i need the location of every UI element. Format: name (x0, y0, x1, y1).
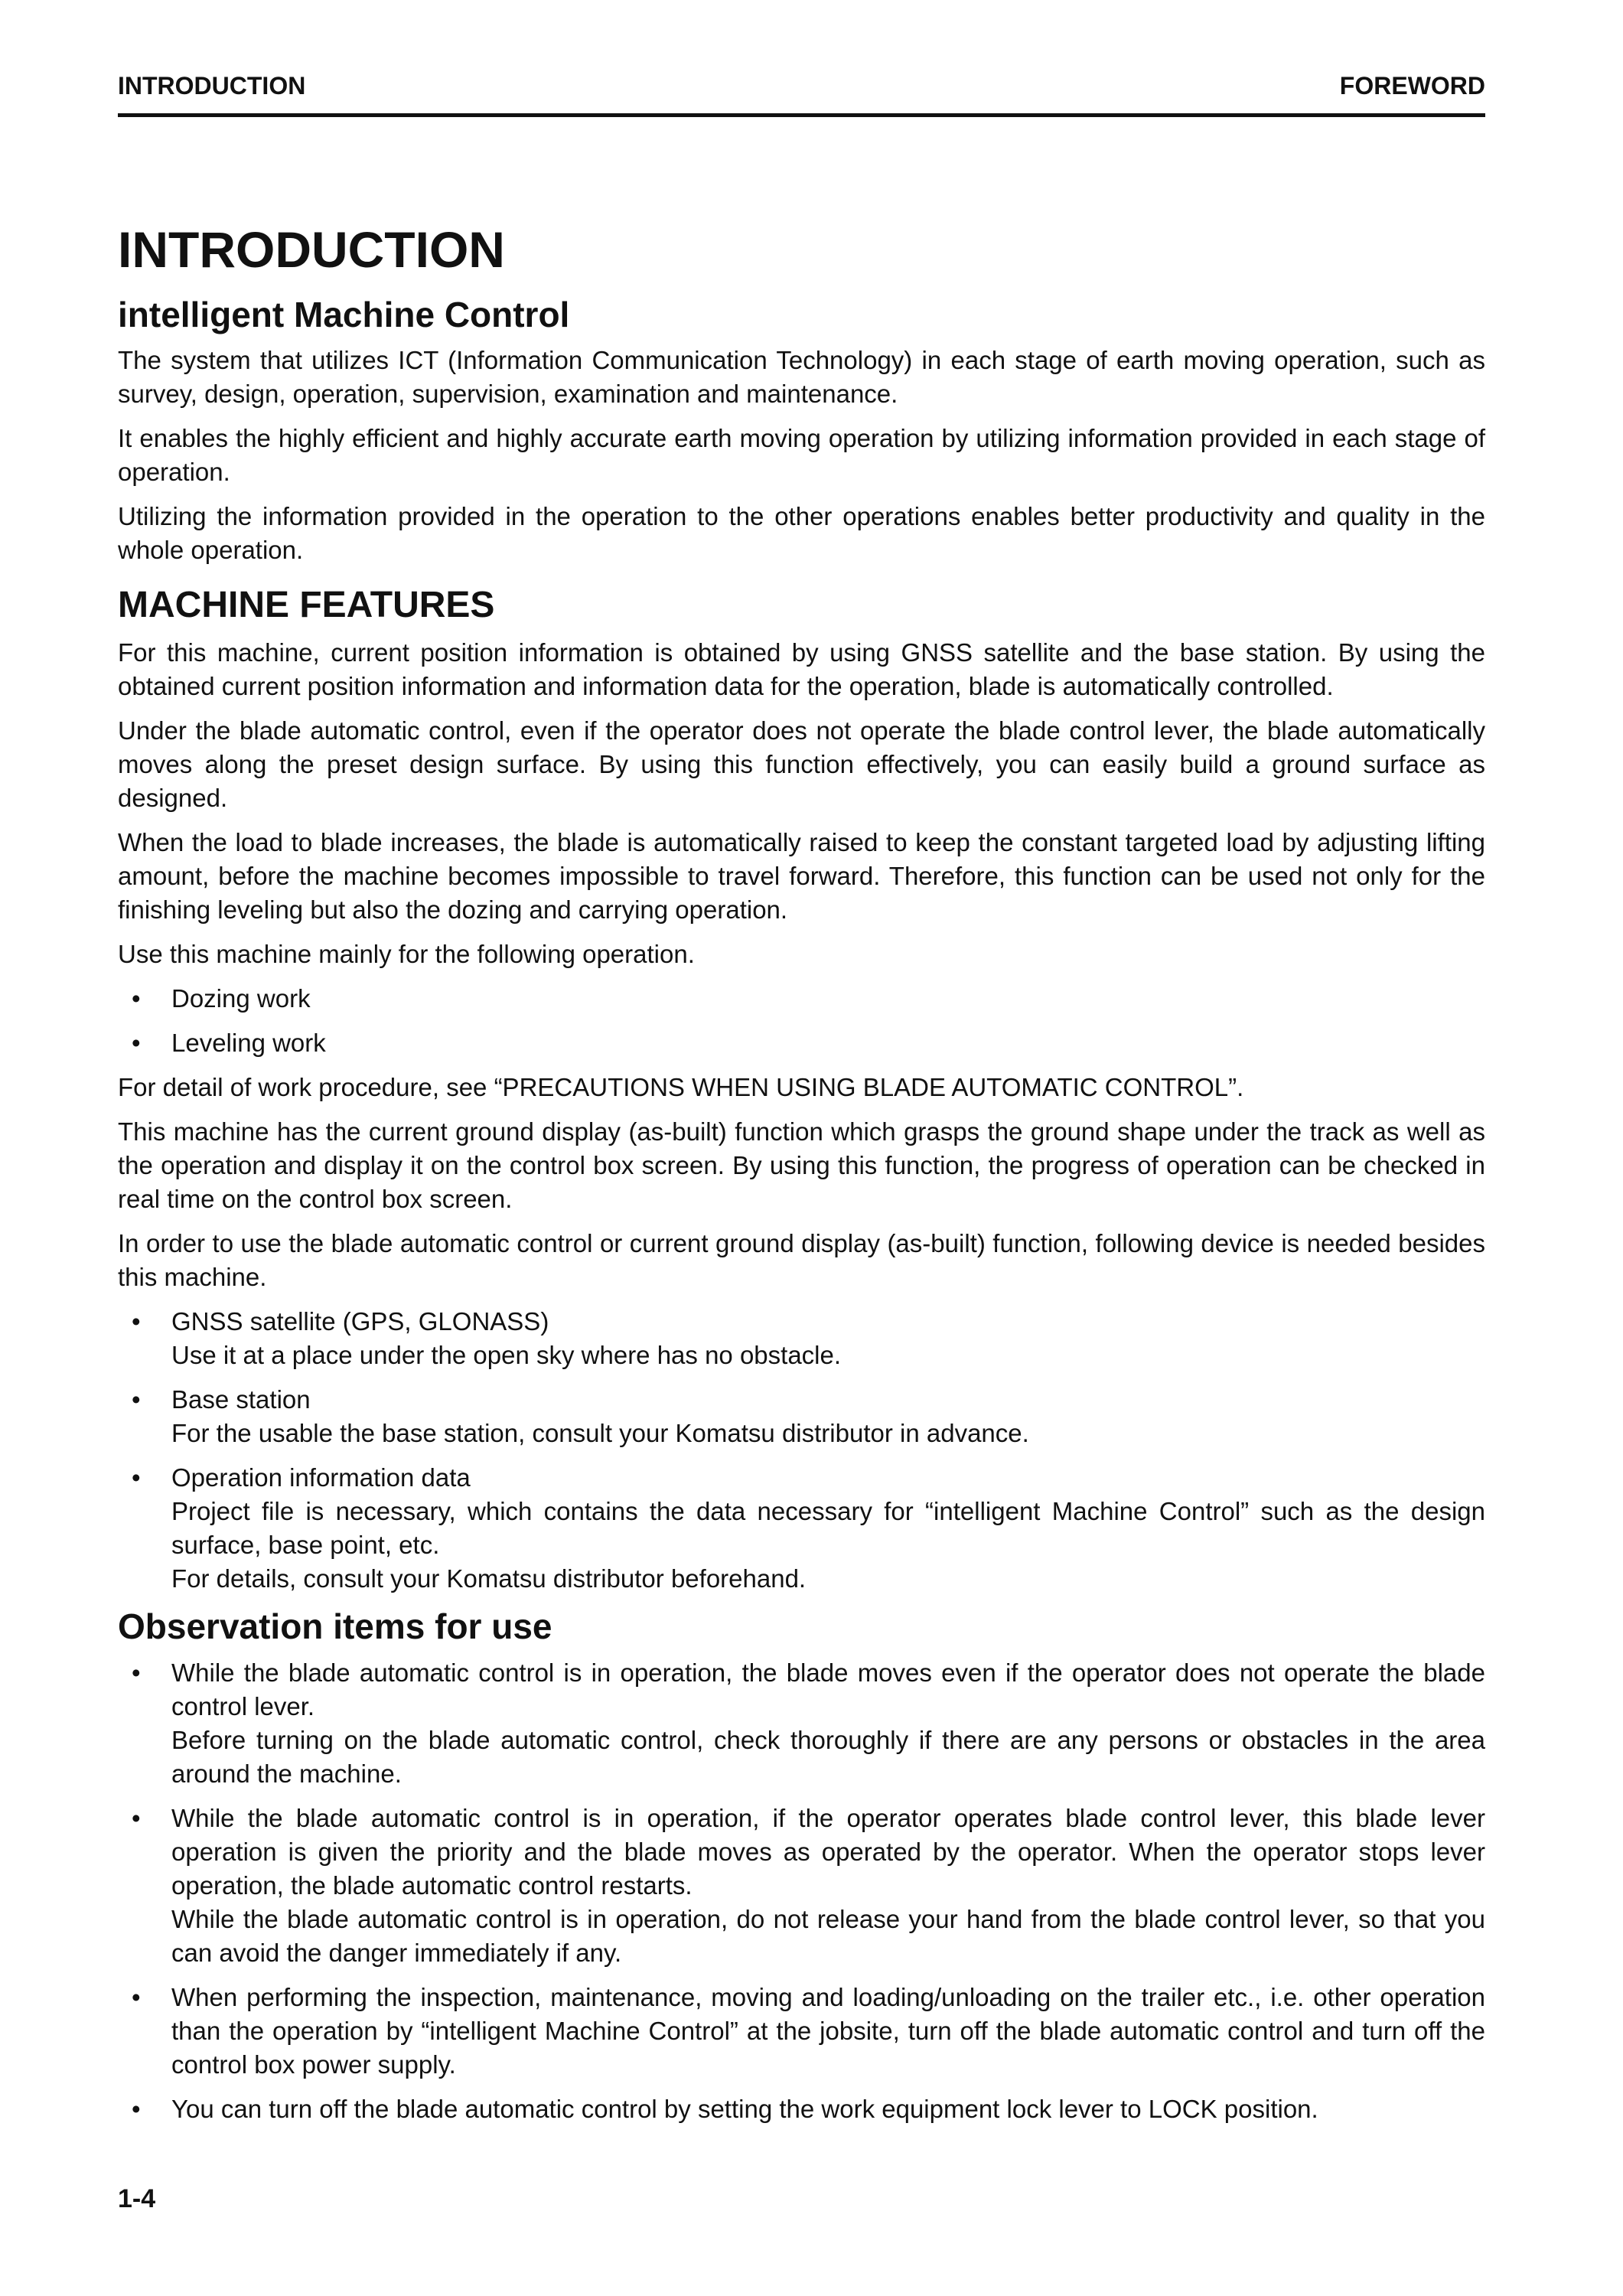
list-item-text: • While the blade automatic control is in operation, the blade moves even if the operator does not operate the blade control lever. (171, 1658, 1485, 1720)
list-item-text: While the blade automatic control is in operation, do not release your hand from the blade control lever, so that you can avoid the danger immediately if any. (171, 1904, 1485, 1967)
work-list (118, 982, 1485, 1060)
device-list (118, 1305, 1485, 1596)
list-item-title: • Base station (171, 1384, 311, 1414)
paragraph: It enables the highly efficient and highly accurate earth moving operation by utilizing information provided in each stage of operation. (118, 424, 1485, 487)
list-item-text: For the usable the base station, consult your Komatsu distributor in advance. (171, 1418, 1029, 1447)
list-item (118, 1981, 1485, 2082)
section-machine-features (118, 584, 1485, 1595)
list-item (118, 1461, 1485, 1596)
observation-list (118, 1656, 1485, 2126)
list-item: • Dozing work (118, 982, 1485, 1016)
header-chapter-label: FOREWORD (1339, 72, 1485, 99)
paragraph: When the load to blade increases, the blade is automatically raised to keep the constant targeted load by adjusting lifting amount, before the machine becomes impossible to travel forward. Therefore, this function can be used not only for the finishing leveling but also the dozing and carrying operation. (118, 827, 1485, 924)
list-item (118, 1383, 1485, 1450)
paragraph: Utilizing the information provided in the operation to the other operations enables better productivity and quality in the whole operation. (118, 502, 1485, 565)
list-item: • Leveling work (118, 1026, 1485, 1060)
list-item (118, 2092, 1485, 2126)
list-item-text: Before turning on the blade automatic control, check thoroughly if there are any persons or obstacles in the area around the machine. (171, 1725, 1485, 1788)
paragraph: In order to use the blade automatic control or current ground display (as-built) function, following device is needed besides this machine. (118, 1228, 1485, 1291)
section-heading-observation: Observation items for use (118, 1606, 552, 1646)
paragraph: Use this machine mainly for the following operation. (118, 939, 695, 968)
page-title: INTRODUCTION (118, 221, 505, 278)
list-item (118, 1656, 1485, 1791)
list-item-text: For details, consult your Komatsu distributor beforehand. (171, 1564, 807, 1593)
page-content (118, 222, 1485, 2137)
list-item-text: Use it at a place under the open sky where has no obstacle. (171, 1340, 842, 1369)
list-item-text: • When performing the inspection, maintenance, moving and loading/unloading on the trailer etc., i.e. other operation than the operation by “intelligent Machine Control” at the jobsite, turn off the blade automatic control and turn off the control box power supply. (171, 1982, 1485, 2079)
list-item-text: Project file is necessary, which contains the data necessary for “intelligent Machine Control” such as the design surface, base point, etc. (171, 1496, 1485, 1559)
paragraph: For this machine, current position information is obtained by using GNSS satellite and the base station. By using the obtained current position information and information data for the operation, blade is automatically controlled. (118, 638, 1485, 700)
list-item (118, 1305, 1485, 1372)
header-section-label: INTRODUCTION (118, 72, 306, 99)
list-item-text: • While the blade automatic control is in operation, if the operator operates blade control lever, this blade lever operation is given the priority and the blade moves as operated by the operator. When the operator stops lever operation, the blade automatic control restarts. (171, 1803, 1485, 1900)
running-header (118, 73, 1485, 117)
section-imc (118, 295, 1485, 568)
paragraph: For detail of work procedure, see “PRECAUTIONS WHEN USING BLADE AUTOMATIC CONTROL”. (118, 1072, 1244, 1101)
list-item-text: • You can turn off the blade automatic control by setting the work equipment lock lever to LOCK position. (171, 2094, 1318, 2123)
paragraph: The system that utilizes ICT (Information Communication Technology) in each stage of earth moving operation, such as survey, design, operation, supervision, examination and maintenance. (118, 346, 1485, 409)
list-item-title: • Operation information data (171, 1463, 471, 1492)
list-item-title: • GNSS satellite (GPS, GLONASS) (171, 1306, 549, 1336)
section-heading-imc: intelligent Machine Control (118, 294, 570, 334)
section-observation (118, 1606, 1485, 2126)
list-item (118, 1802, 1485, 1970)
page-number: 1-4 (118, 2184, 156, 2213)
section-heading-features: MACHINE FEATURES (118, 585, 495, 626)
paragraph: This machine has the current ground display (as-built) function which grasps the ground shape under the track as well as the operation and display it on the control box screen. By using this function, the progress of operation can be checked in real time on the control box screen. (118, 1117, 1485, 1213)
paragraph: Under the blade automatic control, even if the operator does not operate the blade control lever, the blade automatically moves along the preset design surface. By using this function effectively, you can easily build a ground surface as designed. (118, 716, 1485, 812)
